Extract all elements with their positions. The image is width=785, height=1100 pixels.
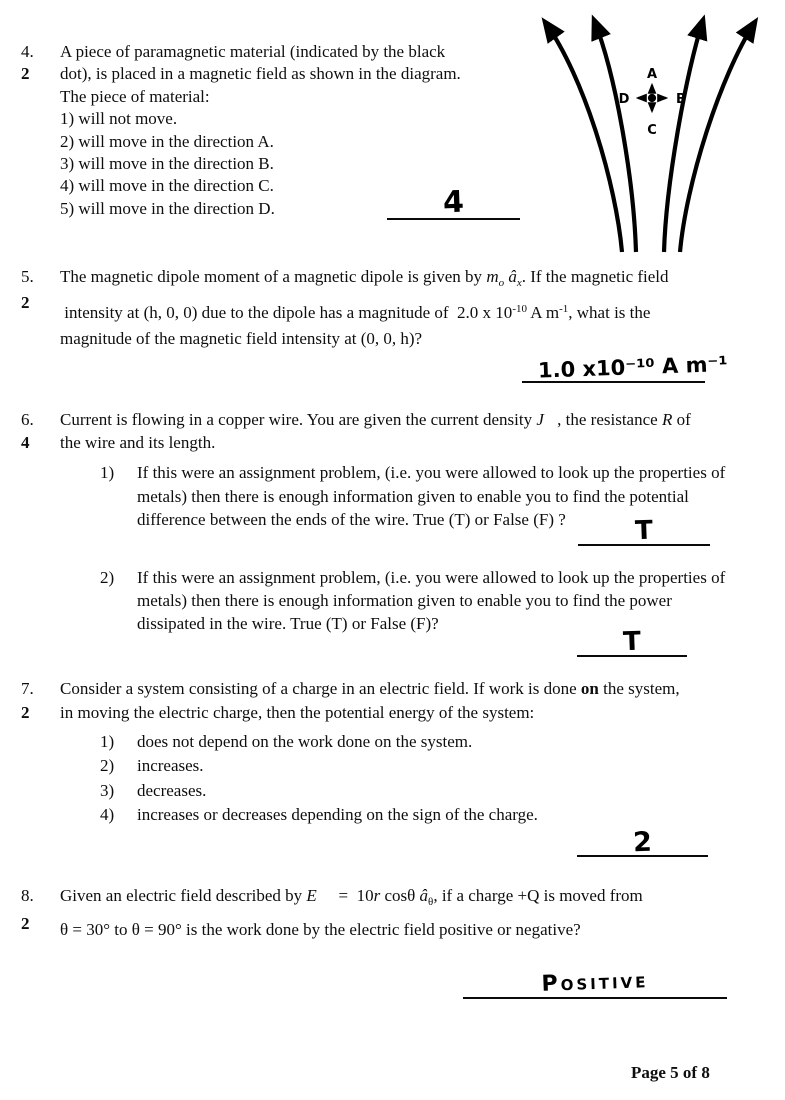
question-5-handwritten-answer: 1.0 x10⁻¹⁰ A m⁻¹ [537, 352, 729, 383]
question-6-part-2 [100, 566, 780, 636]
part-1-label: 1) [100, 463, 115, 483]
question-7-option: 2) increases. [100, 756, 204, 776]
theta-unit-vector-symbol: â [419, 886, 429, 905]
field-line-1 [545, 22, 622, 252]
question-4-option: 5) will move in the direction D. [60, 198, 275, 218]
question-4-option: 4) will move in the direction C. [60, 176, 274, 196]
question-6 [18, 408, 780, 531]
question-4-answer-line [387, 186, 520, 220]
field-line-2 [594, 20, 636, 252]
question-4-line: dot), is placed in a magnetic field as shown in the diagram. [60, 64, 461, 84]
question-4-line: The piece of material: [60, 86, 210, 106]
emphasized-on: on [580, 679, 599, 698]
question-6-points: 4 [21, 433, 30, 453]
question-4-line: A piece of paramagnetic material (indicated by the black [60, 42, 446, 61]
question-8 [18, 882, 780, 944]
question-7-number: 7. [21, 679, 34, 698]
dipole-moment-symbol: m [486, 267, 499, 286]
question-7-line: in moving the electric charge, then the potential energy of the system: [60, 702, 535, 722]
diagram-label-c: C [647, 123, 657, 138]
unit-vector-symbol: â [504, 267, 517, 286]
question-7-answer-line [577, 827, 708, 857]
question-8-number: 8. [21, 886, 34, 905]
question-7 [18, 677, 780, 827]
current-density-symbol: J⃗ [536, 410, 558, 429]
electric-field-symbol: E⃗ [306, 886, 331, 905]
question-5-line: intensity at (h, 0, 0) due to the dipole has a magnitude of 2.0 x $10^{-10}$ A $m^{-1}$, what is the [60, 303, 651, 322]
question-8-line: Given an electric field described by E⃗ = 10r cosθ $â_\theta$, if a charge +Q is moved from [60, 886, 643, 908]
question-5 [18, 264, 778, 352]
question-5-line: magnitude of the magnetic field intensity at (0, 0, h)? [60, 329, 423, 348]
question-6-number: 6. [21, 410, 34, 429]
part-2-label: 2) [100, 568, 115, 587]
material-dot [649, 95, 655, 101]
part-2-line: metals) then there is enough information given to enable you to find the power [137, 591, 672, 611]
question-7-handwritten-answer: 2 [632, 826, 653, 859]
part-1-line: metals) then there is enough information given to enable you to find the potential [137, 486, 689, 506]
question-8-handwritten-answer: Positive [541, 968, 649, 997]
direction-cross [638, 85, 666, 111]
question-7-option: 1) does not depend on the work done on the system. [100, 732, 473, 752]
diagram-label-b: B [676, 92, 686, 107]
question-5-number: 5. [21, 267, 34, 286]
question-7-line: Consider a system consisting of a charge in an electric field. If work is done on the system, [60, 679, 680, 698]
question-5-points: 2 [21, 293, 30, 312]
question-6-line: Current is flowing in a copper wire. You are given the current density J⃗, the resistance R of [60, 410, 691, 429]
question-6-line: the wire and its length. [60, 433, 216, 453]
radius-symbol: r [373, 886, 381, 905]
question-8-answer-line [463, 966, 727, 999]
question-6-part-1-answer-line [578, 517, 710, 546]
question-8-points: 2 [21, 914, 30, 933]
question-5-line: The magnetic dipole moment of a magnetic dipole is given by $m_o$ $â_x$. If the magnetic field [60, 267, 669, 289]
part-2-line: dissipated in the wire. True (T) or False (F)? [137, 614, 439, 634]
page-footer: Page 5 of 8 [631, 1063, 710, 1082]
part-1-line: difference between the ends of the wire. True (T) or False (F) ? [137, 509, 566, 529]
question-8-line: θ = 30° to θ = 90° is the work done by the electric field positive or negative? [60, 920, 581, 939]
resistance-symbol: R [661, 410, 673, 429]
part-2-line: If this were an assignment problem, (i.e. you were allowed to look up the properties of [137, 568, 726, 587]
question-4-option: 1) will not move. [60, 109, 178, 129]
magnetic-field-diagram [505, 0, 785, 256]
question-4-points: 2 [21, 64, 30, 84]
question-7-points: 2 [21, 702, 30, 722]
diagram-label-a: A [646, 67, 658, 82]
question-4-number: 4. [21, 42, 34, 61]
question-7-option: 4) increases or decreases depending on the sign of the charge. [100, 804, 538, 824]
question-6-part-2-handwritten-answer: T [622, 626, 642, 658]
question-4-handwritten-answer: 4 [442, 184, 465, 221]
diagram-label-d: D [618, 92, 630, 107]
question-5-answer-line [522, 352, 729, 383]
question-7-option: 3) decreases. [100, 780, 207, 800]
question-4-option: 3) will move in the direction B. [60, 154, 274, 174]
question-6-part-2-answer-line [577, 628, 687, 657]
part-1-line: If this were an assignment problem, (i.e. you were allowed to look up the properties of [137, 463, 726, 483]
question-4-option: 2) will move in the direction A. [60, 131, 274, 151]
question-6-part-1-handwritten-answer: T [634, 515, 654, 547]
